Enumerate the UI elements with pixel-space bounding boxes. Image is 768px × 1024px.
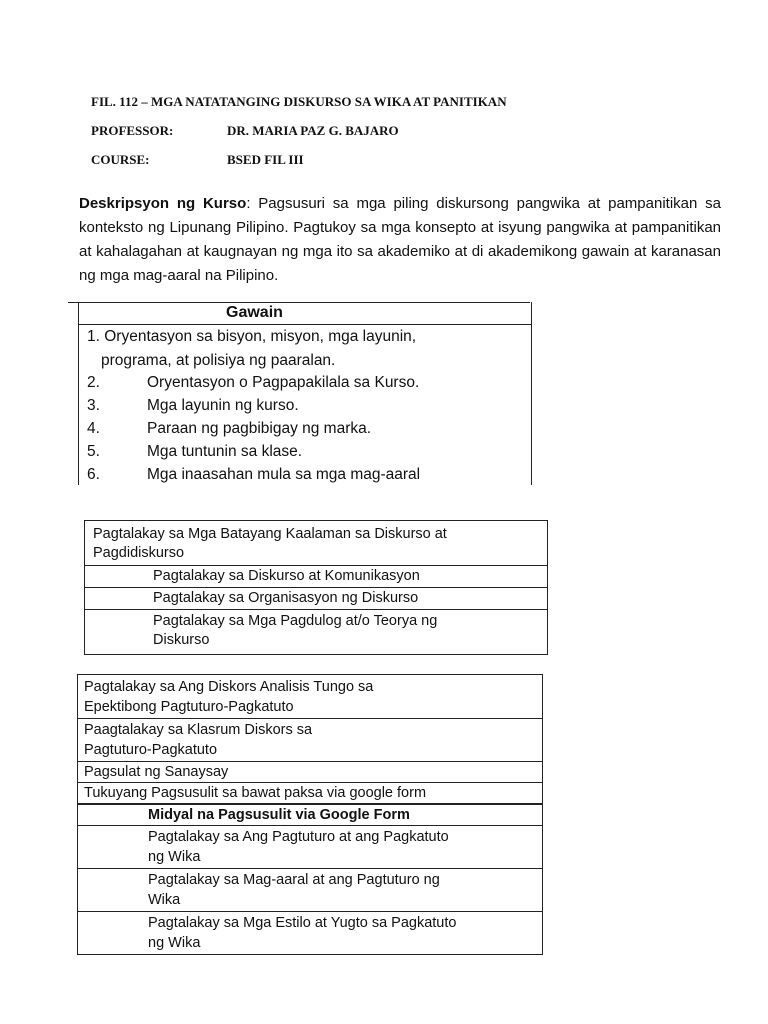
gawain-table <box>78 302 532 485</box>
table-row <box>78 719 542 762</box>
description-text: : Pagsusuri sa mga piling diskursong pangwika at pampanitikan sa konteksto ng Lipunang Pilipino. Pagtukoy sa mga konsepto at isyung pangwika at pampanitikan at kahalagahan at kaugnayan ng mga ito sa akademiko at di akademikong gawain at karanasan ng mga mag-aaral na Pilipino. <box>79 195 721 284</box>
row-text-line1: Paagtalakay sa Klasrum Diskors sa <box>84 722 313 738</box>
table-row <box>78 783 542 805</box>
row-text-line2: ng Wika <box>148 849 201 865</box>
row-text-line1: Pagtalakay sa Diskurso at Komunikasyon <box>153 568 420 584</box>
course-row <box>91 152 304 168</box>
table-row <box>78 869 542 912</box>
row-text-line1: Midyal na Pagsusulit via Google Form <box>148 807 410 823</box>
row-text-line1: Pagtalakay sa Mga Batayang Kaalaman sa Diskurso at <box>93 526 447 542</box>
gawain-item-2-num: 2. <box>87 374 100 391</box>
row-text-line2: Wika <box>148 892 181 908</box>
row-text-line2: Diskurso <box>153 632 210 648</box>
gawain-item-3-text: Mga layunin ng kurso. <box>147 397 299 414</box>
row-text-line2: Epektibong Pagtuturo-Pagkatuto <box>84 699 294 715</box>
gawain-item-4-text: Paraan ng pagbibigay ng marka. <box>147 420 372 437</box>
course-label: COURSE: <box>91 152 150 167</box>
row-text-line2: Pagtuturo-Pagkatuto <box>84 742 218 758</box>
gawain-item-3-num: 3. <box>87 397 100 414</box>
course-value: BSED FIL III <box>227 152 304 167</box>
gawain-item-5-num: 5. <box>87 443 100 460</box>
table-row <box>85 588 547 610</box>
table-row <box>85 566 547 588</box>
table-row <box>85 521 547 566</box>
row-text-line1: Pagtalakay sa Ang Diskors Analisis Tungo sa <box>84 679 374 695</box>
table-row <box>78 912 542 954</box>
table-row <box>85 610 547 654</box>
gawain-item-4-num: 4. <box>87 420 100 437</box>
description-label: Deskripsyon ng Kurso <box>79 195 247 212</box>
row-text-line1: Pagtalakay sa Mag-aaral at ang Pagtuturo ng <box>148 872 440 888</box>
row-text-line1: Pagtalakay sa Mga Estilo at Yugto sa Pagkatuto <box>148 915 457 931</box>
table-row <box>78 762 542 783</box>
table-row <box>78 805 542 826</box>
row-text-line1: Pagtalakay sa Organisasyon ng Diskurso <box>153 590 419 606</box>
diskors-analisis-table <box>77 674 543 955</box>
row-text-line2: ng Wika <box>148 935 201 951</box>
course-description <box>79 192 721 288</box>
course-title: FIL. 112 – MGA NATATANGING DISKURSO SA WIKA AT PANITIKAN <box>91 94 507 109</box>
gawain-item-1-line2: programa, at polisiya ng paaralan. <box>101 352 336 369</box>
gawain-item-2-text: Oryentasyon o Pagpapakilala sa Kurso. <box>147 374 420 391</box>
professor-label: PROFESSOR: <box>91 123 174 138</box>
table-row <box>78 826 542 869</box>
row-text-line1: Pagtalakay sa Mga Pagdulog at/o Teorya ng <box>153 613 438 629</box>
row-text-line1: Tukuyang Pagsusulit sa bawat paksa via google form <box>84 785 427 801</box>
table-row <box>78 675 542 719</box>
gawain-item-1-line1: 1. Oryentasyon sa bisyon, misyon, mga layunin, <box>87 328 417 345</box>
row-text-line1: Pagtalakay sa Ang Pagtuturo at ang Pagkatuto <box>148 829 449 845</box>
gawain-header: Gawain <box>79 302 531 325</box>
gawain-item-6-text: Mga inaasahan mula sa mga mag-aaral <box>147 466 421 483</box>
row-text-line1: Pagsulat ng Sanaysay <box>84 764 229 780</box>
professor-value: DR. MARIA PAZ G. BAJARO <box>227 123 399 138</box>
gawain-item-5-text: Mga tuntunin sa klase. <box>147 443 303 460</box>
gawain-item-6-num: 6. <box>87 466 100 483</box>
row-text-line2: Pagdidiskurso <box>93 545 185 561</box>
batayang-kaalaman-table <box>84 520 548 655</box>
professor-row <box>91 123 399 139</box>
